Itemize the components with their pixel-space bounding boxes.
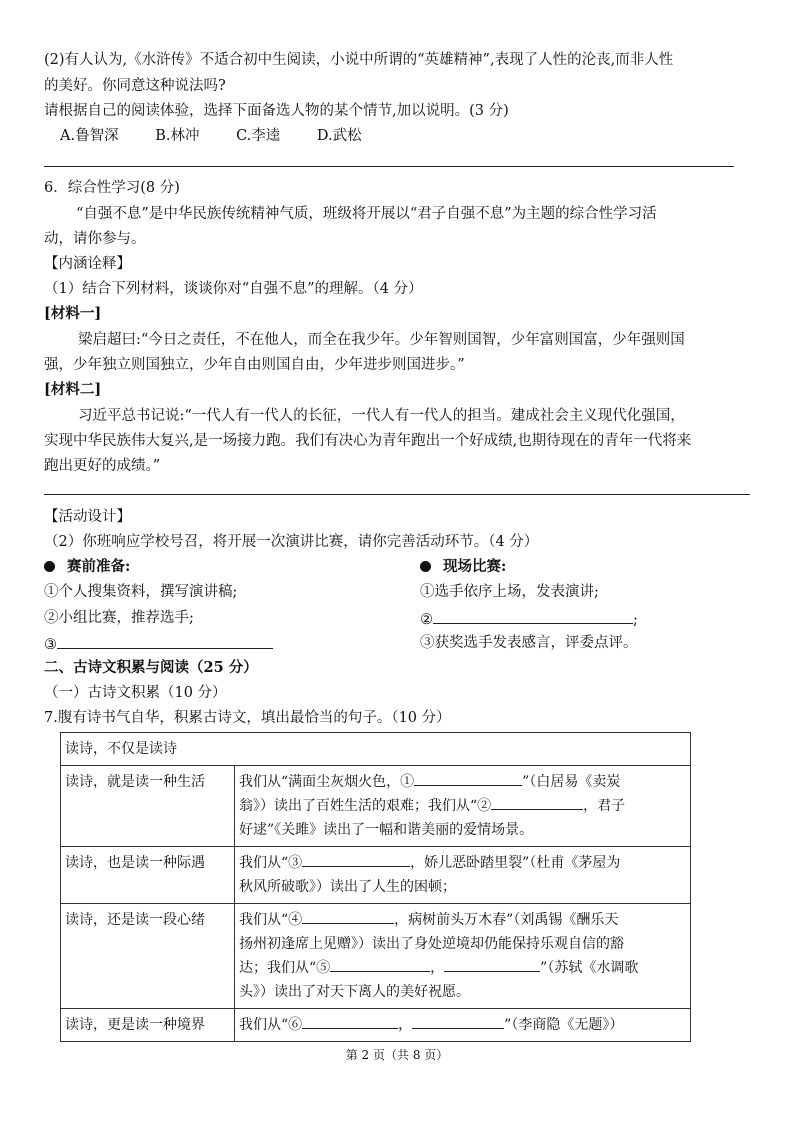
pre-item-3-label: ③	[44, 637, 57, 653]
pre-item-2: ②小组比赛，推荐选手;	[44, 610, 194, 626]
table-header-row	[61, 733, 691, 766]
blank-6b[interactable]	[412, 1013, 504, 1029]
pre-item-3-blank[interactable]	[57, 633, 273, 649]
poetry-table	[60, 732, 691, 1042]
q5-2-options	[60, 126, 394, 146]
material-1-label: [材料一]	[44, 305, 102, 322]
row-label: 读诗，就是读一种生活	[61, 766, 235, 847]
row-label: 读诗，更是读一种境界	[61, 1009, 235, 1042]
answer-line-q5[interactable]	[44, 166, 734, 167]
on-site-heading	[420, 557, 506, 577]
row3-text4: 达；我们从“⑤	[239, 960, 331, 976]
row-content	[235, 904, 691, 1009]
site-item-3: ③获奖选手发表感言，评委点评。	[420, 635, 638, 651]
q6-sub1: （1）结合下列材料，谈谈你对“自强不息”的理解。（4 分）	[44, 281, 423, 297]
row1-text3: 翁》）读出了百姓生活的艰难；我们从“②	[239, 798, 492, 814]
material-1-line2: 强，少年独立则国独立，少年自由则国自由，少年进步则国进步。”	[44, 357, 465, 373]
site-item-2-blank[interactable]	[433, 608, 633, 624]
site-item-2-end: ;	[633, 612, 638, 628]
q5-2-line1: (2)有人认为,《水浒传》不适合初中生阅读，小说中所谓的“英雄精神”,表现了人性的沦丧,而非人性	[44, 52, 674, 68]
site-item-1: ①选手依序上场，发表演讲;	[420, 584, 599, 600]
part2-title: 二、古诗文积累与阅读（25 分）	[44, 659, 258, 676]
blank-4[interactable]	[302, 908, 394, 924]
blank-5b[interactable]	[444, 956, 540, 972]
material-2-line3: 跑出更好的成绩。”	[44, 458, 161, 474]
table-row	[61, 766, 691, 847]
option-c: C.李逵	[236, 128, 281, 144]
section-heading-activity: 【活动设计】	[44, 509, 131, 525]
blank-5a[interactable]	[330, 956, 430, 972]
row1-text5: 好逑”《关雎》读出了一幅和谐美丽的爱情场景。	[239, 822, 534, 838]
blank-1[interactable]	[414, 770, 522, 786]
row-label: 读诗，还是读一段心绪	[61, 904, 235, 1009]
q6-title: 6．综合性学习(8 分)	[44, 180, 180, 196]
row3-text5: ，	[430, 960, 445, 976]
q6-intro-line2: 动，请你参与。	[44, 231, 146, 247]
answer-line-q6-1[interactable]	[44, 494, 750, 495]
table-row	[61, 847, 691, 904]
row4-text3: ”（李商隐《无题》）	[504, 1017, 624, 1033]
table-row	[61, 904, 691, 1009]
section-heading-meaning: 【内涵诠释】	[44, 256, 131, 272]
option-b: B.林冲	[155, 128, 200, 144]
row3-text7: 头》）读出了对天下离人的美好祝愿。	[239, 984, 470, 1000]
q5-2-line3: 请根据自己的阅读体验，选择下面备选人物的某个情节,加以说明。(3 分)	[44, 103, 509, 119]
row2-text2: ，娇儿恶卧踏里裂”（杜甫《茅屋为	[410, 855, 621, 871]
site-item-2	[420, 608, 638, 630]
table-header: 读诗，不仅是读诗	[61, 733, 691, 766]
row-content	[235, 847, 691, 904]
row3-text3: 扬州初逢席上见赠》）读出了身处逆境却仍能保持乐观自信的豁	[239, 936, 624, 952]
material-2-line2: 实现中华民族伟大复兴,是一场接力跑。我们有决心为青年跑出一个好成绩,也期待现在的青年一代将来	[44, 433, 692, 449]
page-footer: 第 2 页（共 8 页）	[345, 1048, 449, 1062]
blank-2[interactable]	[491, 794, 583, 810]
row2-text1: 我们从“③	[239, 855, 303, 871]
bullet-icon	[44, 561, 55, 572]
q6-intro-line1: “自强不息”是中华民族传统精神气质，班级将开展以“君子自强不息”为主题的综合性学习活	[76, 206, 657, 222]
material-2-label: [材料二]	[44, 381, 102, 398]
row4-text1: 我们从“⑥	[239, 1017, 303, 1033]
blank-6a[interactable]	[302, 1013, 398, 1029]
part2-subtitle: （一）古诗文积累（10 分）	[44, 685, 227, 701]
row2-text3: 秋风所破歌》）读出了人生的困顿；	[239, 879, 456, 895]
q5-2-line2: 的美好。你同意这种说法吗?	[44, 78, 226, 94]
pre-item-1: ①个人搜集资料，撰写演讲稿;	[44, 584, 238, 600]
on-site-label: 现场比赛:	[443, 558, 507, 575]
row3-text6: ”（苏轼《水调歌	[540, 960, 639, 976]
table-row	[61, 1009, 691, 1042]
pre-item-3	[44, 633, 273, 655]
pre-contest-label: 赛前准备:	[67, 558, 131, 575]
row-content	[235, 1009, 691, 1042]
q6-sub2: （2）你班响应学校号召，将开展一次演讲比赛，请你完善活动环节。（4 分）	[44, 534, 539, 550]
pre-contest-heading	[44, 557, 130, 577]
row-content	[235, 766, 691, 847]
q7-prompt: 7.腹有诗书气自华，积累古诗文，填出最恰当的句子。（10 分）	[44, 710, 451, 726]
row3-text1: 我们从“④	[239, 912, 303, 928]
row4-text2: ，	[398, 1017, 413, 1033]
material-2-line1: 习近平总书记说:“一代人有一代人的长征，一代人有一代人的担当。建成社会主义现代化强国，	[78, 408, 685, 424]
row1-text1: 我们从“满面尘灰烟火色，①	[239, 774, 415, 790]
option-a: A.鲁智深	[60, 128, 119, 144]
row-label: 读诗，也是读一种际遇	[61, 847, 235, 904]
option-d: D.武松	[316, 128, 362, 144]
row1-text4: ，君子	[583, 798, 626, 814]
blank-3[interactable]	[302, 851, 410, 867]
bullet-icon	[420, 561, 431, 572]
site-item-2-label: ②	[420, 612, 433, 628]
row1-text2: ”（白居易《卖炭	[522, 774, 621, 790]
row3-text2: ，病树前头万木春”（刘禹锡《酬乐天	[394, 912, 619, 928]
material-1-line1: 梁启超曰:“今日之责任，不在他人，而全在我少年。少年智则国智，少年富则国富，少年强则国	[78, 332, 685, 348]
